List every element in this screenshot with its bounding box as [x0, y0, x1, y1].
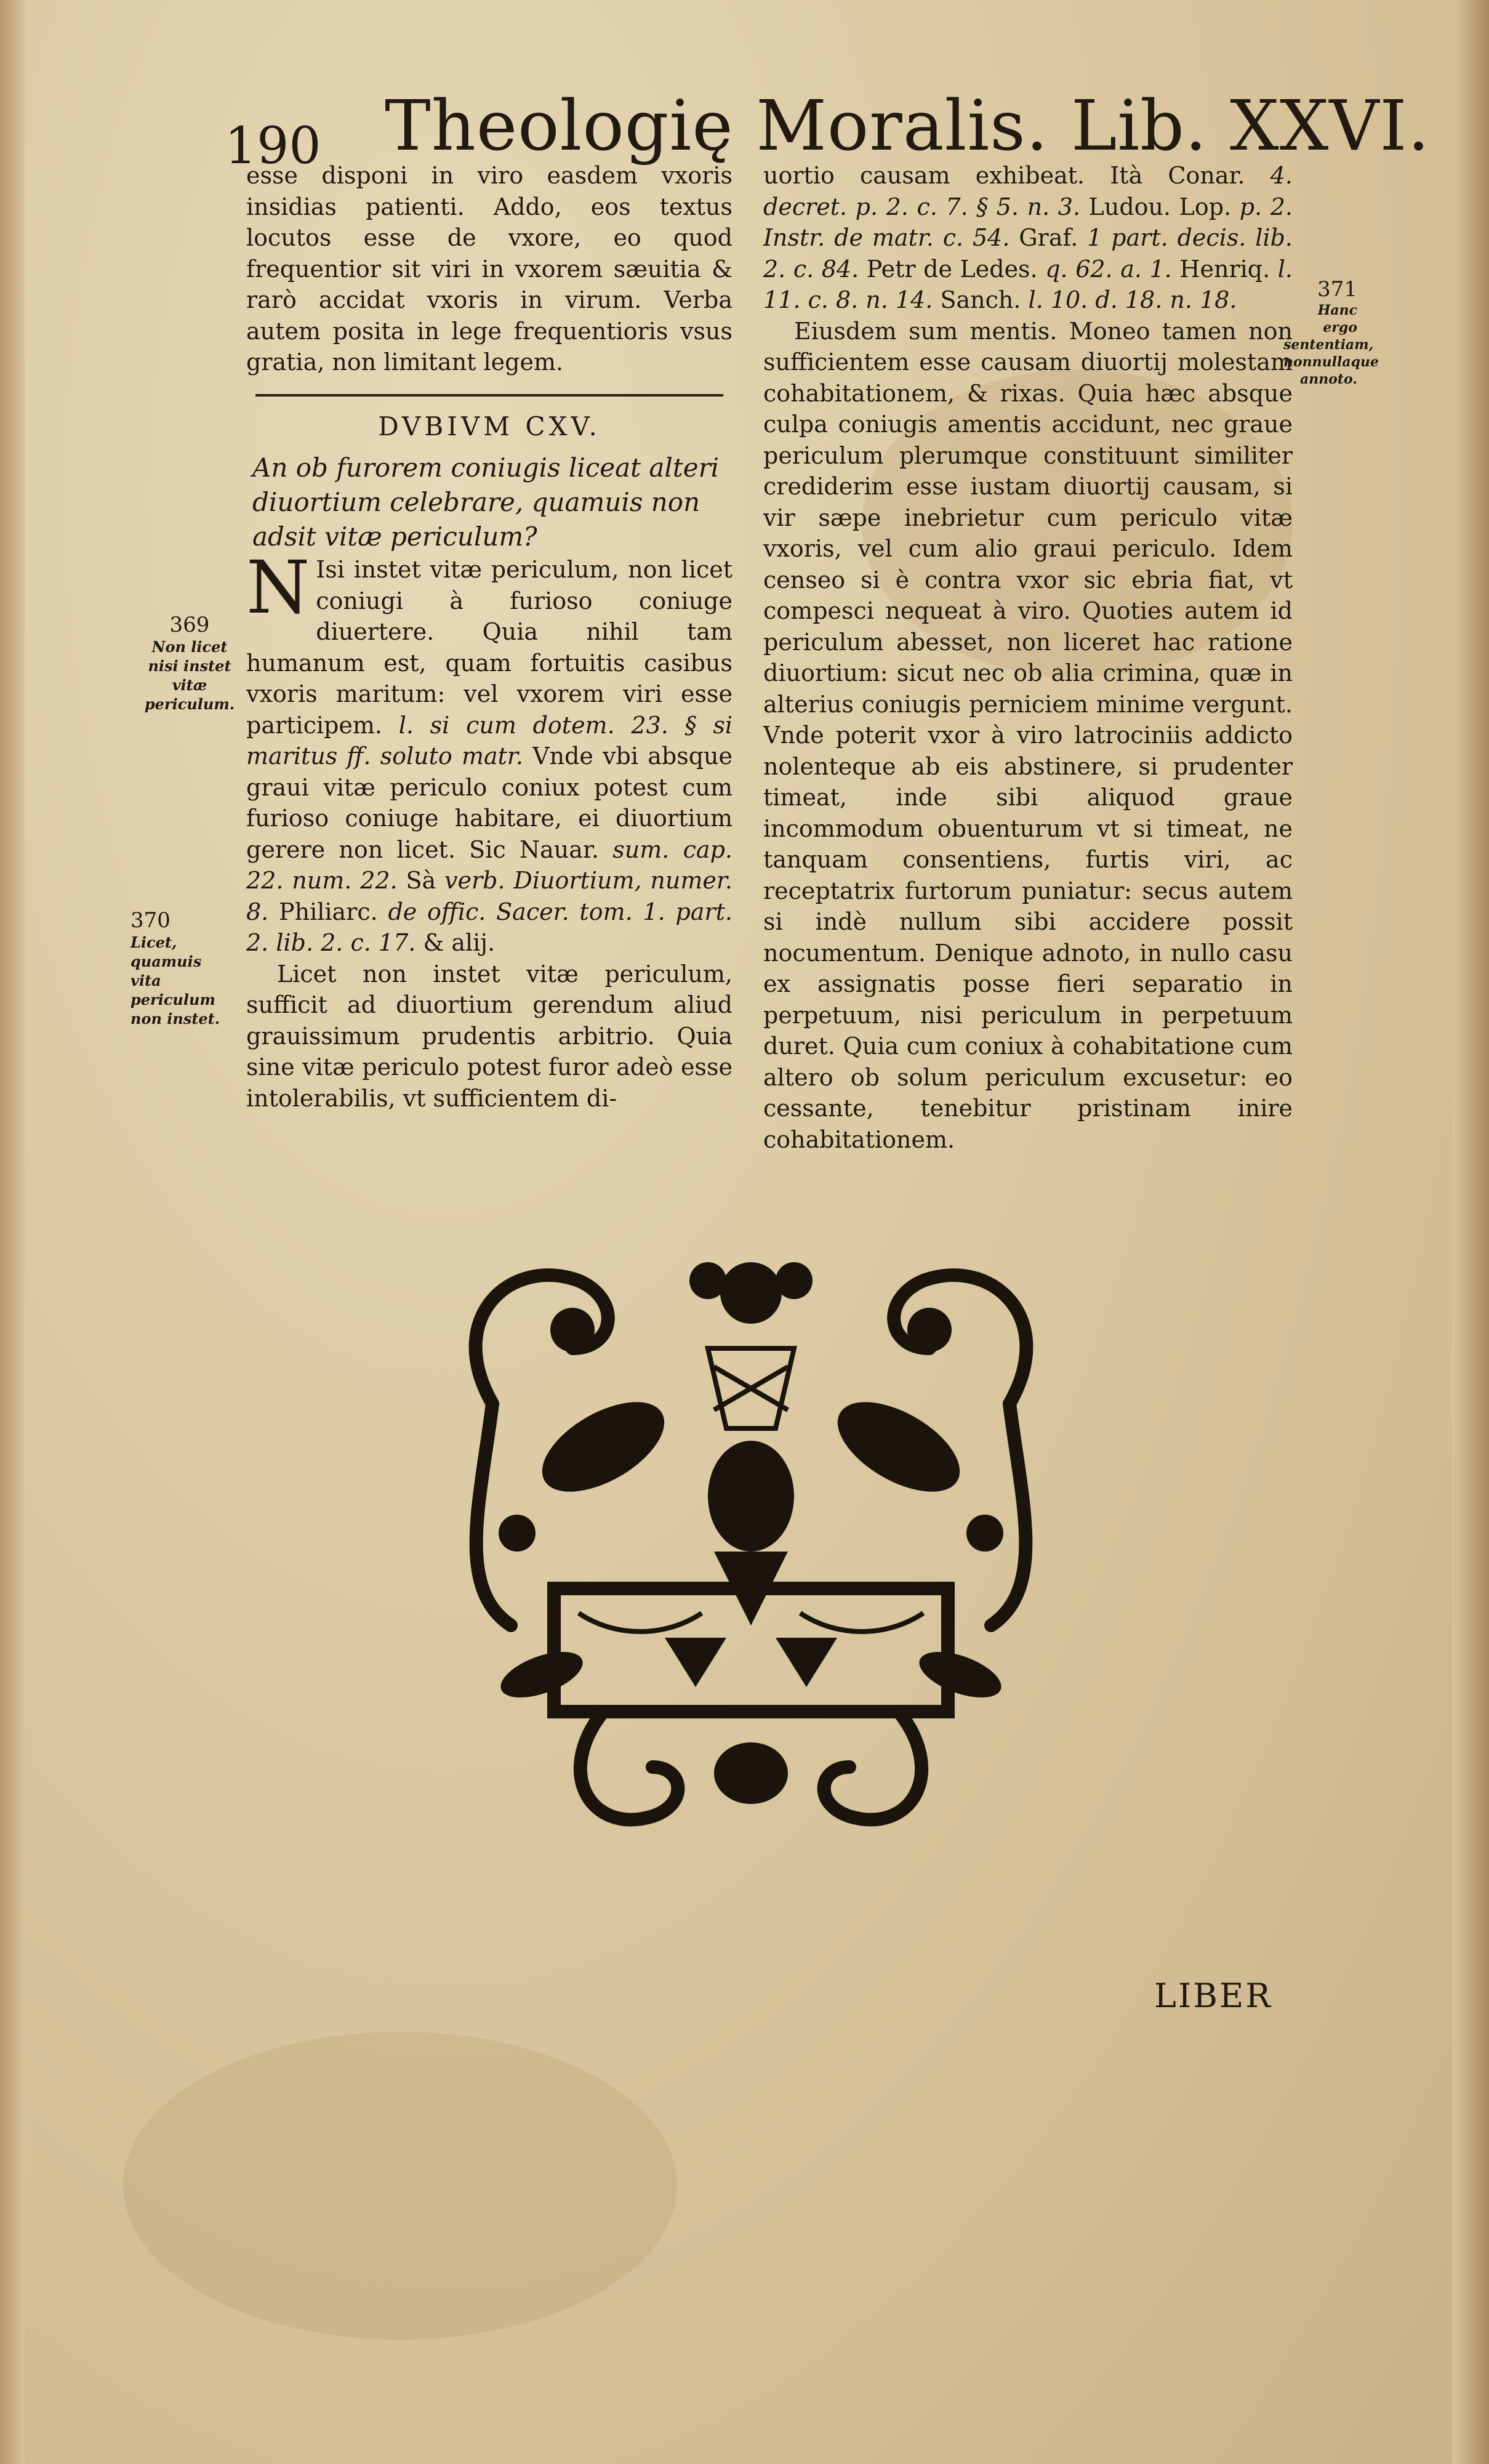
text-run: Ludou. Lop. — [1088, 193, 1232, 220]
margin-note-number: 371 — [1317, 277, 1357, 302]
citation: p. 2. Instr. de matr. c. 54. — [763, 193, 1293, 251]
citation: l. 10. d. 18. n. 18. — [1028, 286, 1237, 313]
text-run: Isi instet vitæ periculum, non licet coniugi à furioso coniuge diuertere. Quia nihil tam humanum est, quam fortuitis casibus vxoris maritum: vel vxorem viri esse participem. — [246, 556, 732, 739]
paper-stain — [123, 2032, 677, 2340]
margin-note-370 — [130, 908, 235, 1028]
citation: 1 part. decis. lib. 2. c. 84. — [763, 224, 1293, 283]
text-run: Vnde vbi absque graui vitæ periculo coniux potest cum furioso coniuge habitare, ei diuortium gerere non licet. Sic Nauar. — [246, 743, 732, 863]
citation: de offic. Sacer. tom. 1. part. 2. lib. 2. c. 17. — [246, 898, 732, 956]
citation: 4. decret. p. 2. c. 7. § 5. n. 3. — [763, 162, 1293, 220]
drop-cap: N — [246, 545, 310, 630]
section-rule — [255, 394, 723, 397]
citation: verb. Diuortium, numer. 8. — [246, 867, 732, 925]
dubium-heading: DVBIVM CXV. — [378, 411, 601, 441]
text-run: uortio causam exhibeat. Ità Conar. — [763, 162, 1245, 189]
woodcut-ornament-icon — [419, 1244, 1083, 1847]
catchword: LIBER — [1154, 1976, 1272, 2015]
margin-note-text: Non licet nisi instet vitæ periculum. — [144, 638, 235, 713]
margin-note-text: Hanc ergo sententiam, nonnullaque annoto. — [1283, 302, 1379, 387]
margin-note-369 — [140, 613, 239, 714]
page-edge-left — [0, 0, 25, 2464]
margin-note-371 — [1283, 277, 1379, 388]
text-run: Henriq. — [1179, 255, 1270, 283]
continuation-paragraph: esse disponi in viro easdem vxoris insidias patienti. Addo, eos textus locutos esse de vxore, eo quod frequentior sit viri in vxorem sæuitia & rarò accidat vxoris in virum. Verba autem posita in lege frequentioris vsus gratia, non limitant legem. — [246, 162, 732, 376]
citation-paragraph — [763, 160, 1293, 316]
paragraph-369 — [246, 545, 732, 959]
paragraph-371: Eiusdem sum mentis. Moneo tamen non sufficientem esse causam diuortij molestam cohabitationem, & rixas. Quia hæc absque culpa coniugis amentis accidunt, nec graue periculum plerumque constituunt similiter crediderim esse iustam diuortij causam, si vir sæpe inebrietur cum periculo vitæ vxoris, vel cum alio graui periculo. Idem censeo si è contra vxor sic ebria fiat, vt compesci nequeat à viro. Quoties autem id periculum abesset, non liceret hac ratione diuortium: sicut nec ob alia crimina, quæ in alterius coniugis perniciem minime vergunt. Vnde poterit vxor à viro latrociniis addicto nolenteque ab eis abstinere, si prudenter timeat, inde sibi aliquod graue incommodum obuenturum vt si timeat, ne tanquam consentiens, furtis viri, ac receptatrix furtorum puniatur: secus autem si indè nullum sibi accidere possit nocumentum. Denique adnoto, in nullo casu ex assignatis posse fieri separatio in perpetuum, nisi periculum in perpetuum duret. Quia cum coniux à cohabitatione cum altero ob solum periculum excusetur: eo cessante, tenebitur pristinam inire cohabitationem. — [763, 317, 1293, 1153]
margin-note-text: Licet, quamuis vita periculum non instet. — [130, 933, 220, 1028]
citation: sum. cap. 22. num. 22. — [246, 835, 732, 894]
dubium-question: An ob furorem coniugis liceat alteri diuortium celebrare, quamuis non adsit vitæ periculum? — [252, 453, 720, 552]
text-run: & alij. — [423, 929, 496, 956]
citation: q. 62. a. 1. — [1045, 255, 1172, 283]
page-number: 190 — [225, 117, 321, 175]
text-run: Graf. — [1019, 224, 1078, 251]
text-run: Philiarc. — [279, 898, 378, 925]
text-run: Petr de Ledes. — [866, 255, 1038, 283]
margin-note-number: 370 — [130, 908, 171, 933]
running-title: Theologię Moralis. Lib. XXVI. — [385, 86, 1431, 166]
margin-note-number: 369 — [169, 613, 210, 637]
text-run: Sanch. — [940, 286, 1021, 313]
left-column — [246, 160, 732, 1114]
right-column — [763, 160, 1293, 1155]
citation: l. si cum dotem. 23. § si maritus ff. soluto matr. — [246, 711, 732, 770]
page-edge-right — [1452, 0, 1489, 2464]
citation: l. 11. c. 8. n. 14. — [763, 255, 1293, 313]
text-run: Sà — [406, 867, 436, 894]
paragraph-370: Licet non instet vitæ periculum, sufficit ad diuortium gerendum aliud grauissimum prudentis arbitrio. Quia sine vitæ periculo potest furor adeò esse intolerabilis, vt sufficientem di- — [246, 960, 732, 1112]
